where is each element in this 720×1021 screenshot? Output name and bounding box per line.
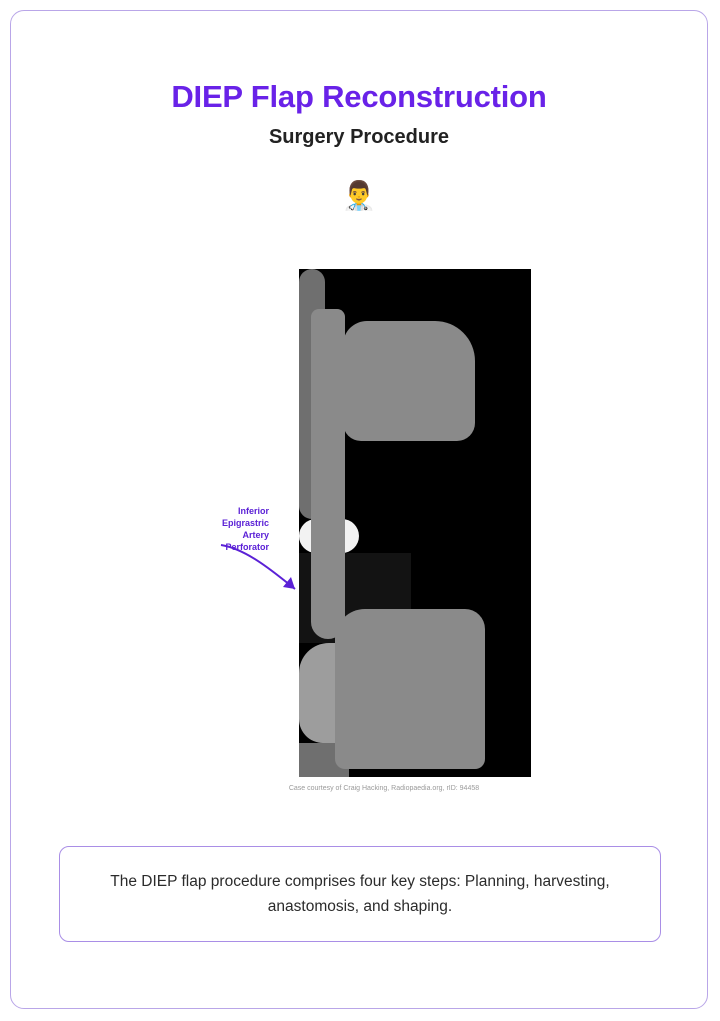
procedure-note: The DIEP flap procedure comprises four key steps: Planning, harvesting, anastomosis, and shaping. bbox=[59, 846, 661, 942]
doctor-icon: 👨‍⚕️ bbox=[341, 180, 377, 211]
annotation-line-2: Epigrastric bbox=[221, 518, 269, 528]
ct-scan-figure bbox=[159, 261, 579, 792]
image-caption: Case courtesy of Craig Hacking, Radiopaedia.org, rID: 94458 bbox=[288, 785, 480, 792]
annotation-line-3: Artery bbox=[242, 530, 269, 540]
document-page bbox=[10, 10, 708, 1009]
annotation-line-1: Inferior bbox=[237, 506, 269, 516]
page-title: DIEP Flap Reconstruction bbox=[171, 79, 547, 114]
page-subtitle: Surgery Procedure bbox=[268, 126, 450, 148]
ct-scan-image bbox=[299, 269, 531, 777]
annotation-arrow-icon bbox=[219, 543, 329, 603]
annotation-line-4: Perforator bbox=[225, 542, 269, 552]
